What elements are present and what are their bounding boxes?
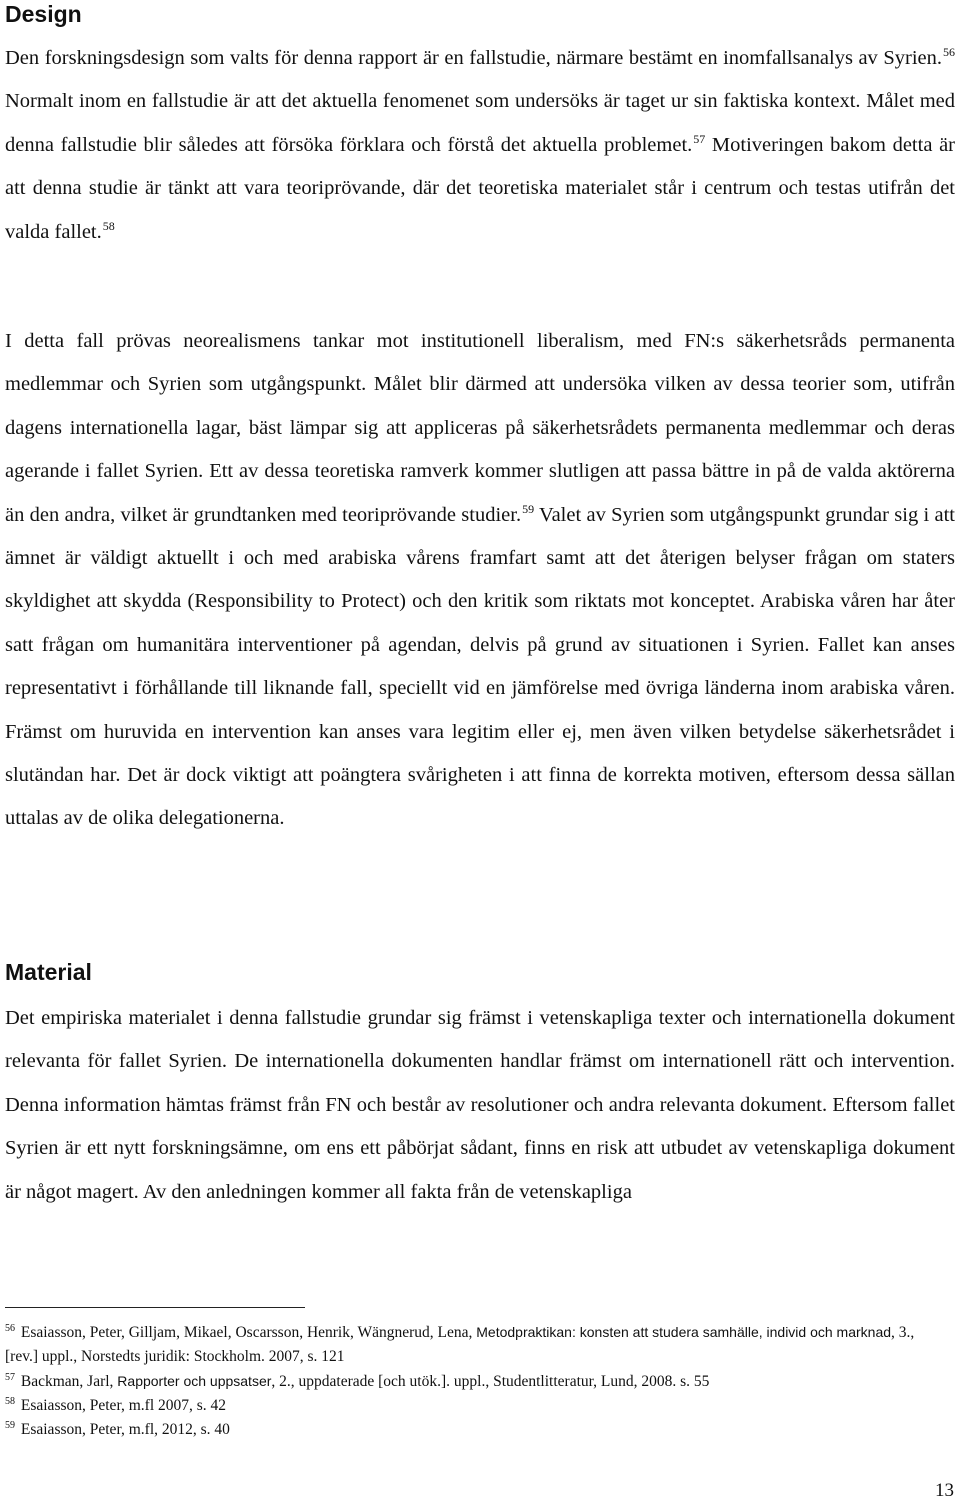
paragraph-text: Den forskningsdesign som valts för denna rapport är en fallstudie, närmare bestämt en inomfallsanalys av Syrien. (5, 47, 942, 69)
footnote-57 (5, 1369, 950, 1394)
footnote-number: 58 (5, 1396, 15, 1407)
footnote-text: Esaiasson, Peter, m.fl 2007, s. 42 (17, 1397, 227, 1414)
footnote-reference[interactable]: 58 (102, 218, 115, 233)
footnote-number: 56 (5, 1323, 15, 1334)
footnote-reference[interactable]: 59 (522, 501, 535, 516)
footnote-59 (5, 1418, 950, 1442)
footnote-text: Esaiasson, Peter, m.fl, 2012, s. 40 (17, 1421, 230, 1438)
footnote-separator (5, 1307, 305, 1308)
footnote-text: , 3., [rev.] uppl., Norstedts juridik: Stockholm. 2007, s. 121 (5, 1324, 915, 1365)
footnote-reference[interactable]: 56 (943, 45, 955, 59)
footnote-number: 57 (5, 1372, 15, 1383)
paragraph-text: I detta fall prövas neorealismens tankar mot institutionell liberalism, med FN:s säkerhetsråds permanenta medlemmar och Syrien som utgångspunkt. Målet blir därmed att undersöka vilken av dessa teorier som, utifrån dagens internationella lagar, bäst lämpar sig att appliceras på säkerhetsrådets permanenta medlemmar och deras agerande i fallet Syrien. Ett av dessa teoretiska ramverk kommer slutligen att passa bättre in på de valda aktörerna än den andra, vilket är grundtanken med teoriprövande studier. (5, 330, 955, 526)
paragraph-material-1 (5, 997, 955, 1214)
footnotes (5, 1320, 950, 1442)
footnote-text: Backman, Jarl, (17, 1373, 118, 1390)
page-number: 13 (935, 1480, 954, 1501)
footnote-number: 59 (5, 1420, 15, 1431)
paragraph-design-2 (5, 320, 955, 841)
footnote-title: Metodpraktikan: konsten att studera samhälle, individ och marknad (476, 1324, 892, 1340)
paragraph-design-1 (5, 37, 955, 254)
footnote-56 (5, 1320, 950, 1369)
paragraph-text: Valet av Syrien som utgångspunkt grundar sig i att ämnet är väldigt aktuellt i och med arabiska vårens framfart samt att det återigen belyser frågan om staters skyldighet att skydda (Responsibility to Protect) och den kritik som riktats mot konceptet. Arabiska våren har åter satt frågan om humanitära interventioner på agendan, delvis på grund av situationen i Syrien. Fallet kan anses representativt i förhållande till liknande fall, speciellt vid en jämförelse med övriga länderna inom arabiska våren. Främst om huruvida en intervention kan anses vara legitim eller ej, men även vilken betydelse säkerhetsrådet i slutändan har. Det är dock viktigt att poängtera svårigheten i att finna de korrekta motiven, eftersom dessa sällan uttalas av de olika delegationerna. (5, 503, 956, 830)
footnote-58 (5, 1394, 950, 1418)
paragraph-text: Motiveringen bakom detta är att denna studie är tänkt att vara teoriprövande, där det teoretiska materialet står i centrum och testas utifrån det valda fallet. (5, 133, 955, 243)
paragraph-text: Det empiriska materialet i denna fallstudie grundar sig främst i vetenskapliga texter och internationella dokument relevanta för fallet Syrien. De internationella dokumenten handlar främst om internationell rätt och intervention. Denna information hämtas främst från FN och består av resolutioner och andra relevanta dokument. Eftersom fallet Syrien är ett nytt forskningsämne, om ens ett påbörjat sådant, finns en risk att utbudet av vetenskapliga dokument är något magert. Av den anledningen kommer all fakta från de vetenskapliga (5, 1007, 955, 1203)
footnote-text: , 2., uppdaterade [och utök.]. uppl., Studentlitteratur, Lund, 2008. s. 55 (271, 1373, 710, 1390)
paragraph-text: Normalt inom en fallstudie är att det aktuella fenomenet som undersöks är taget ur sin faktiska kontext. Målet med denna fallstudie blir således att försöka förklara och förstå det aktuella problemet. (5, 90, 955, 156)
footnote-reference[interactable]: 57 (693, 131, 706, 146)
footnote-title: Rapporter och uppsatser (117, 1373, 272, 1389)
section-heading-design: Design (5, 1, 82, 27)
footnote-text: Esaiasson, Peter, Gilljam, Mikael, Oscarsson, Henrik, Wängnerud, Lena, (17, 1324, 477, 1341)
section-heading-material: Material (5, 959, 92, 985)
